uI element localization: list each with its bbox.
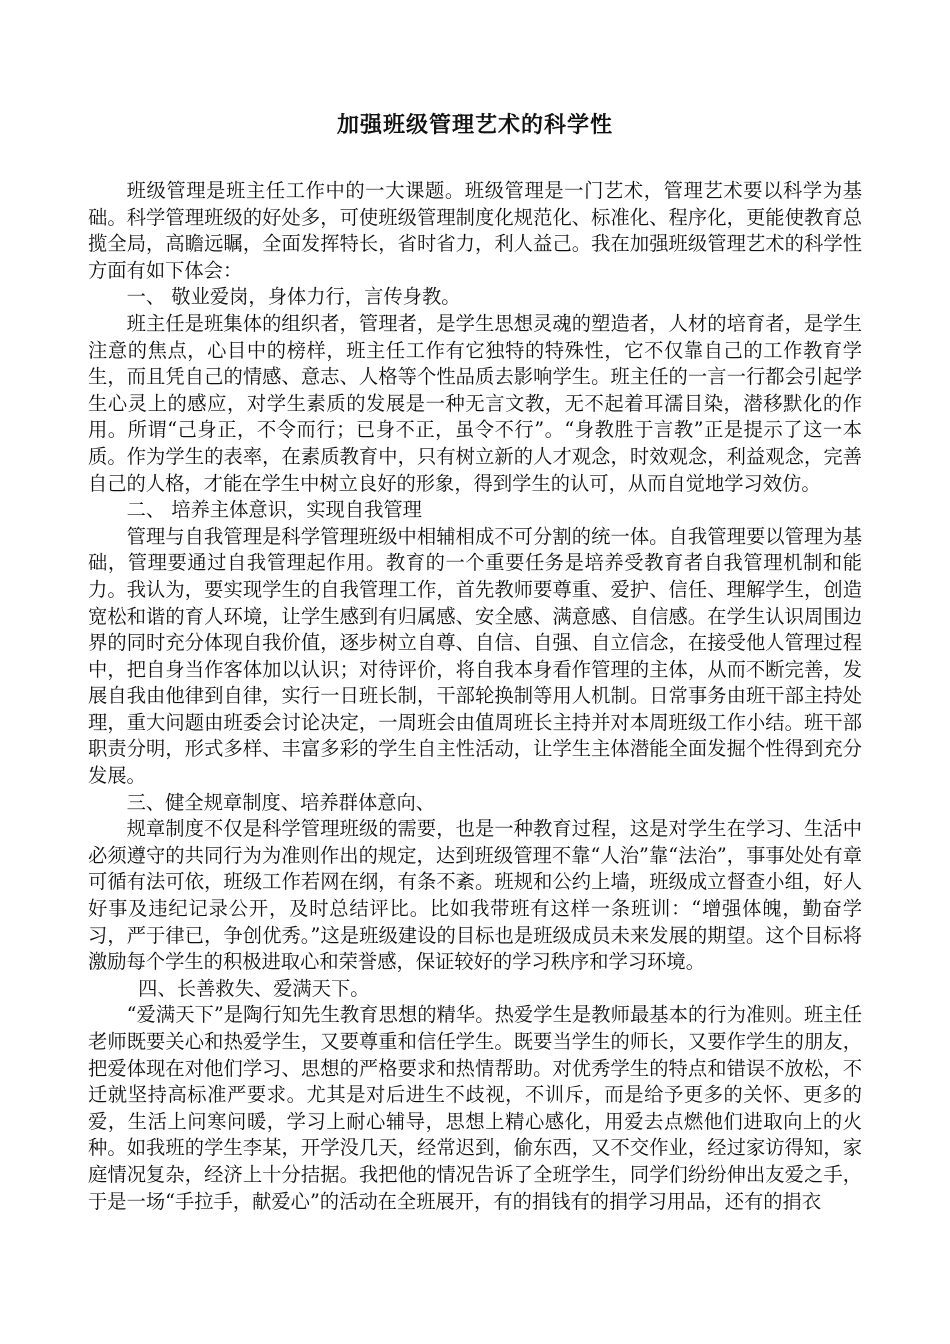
paragraph-section-4: “爱满天下”是陶行知先生教育思想的精华。热爱学生是教师最基本的行为准则。班主任老师既要关心和热爱学生，又要尊重和信任学生。既要当学生的师长，又要作学生的朋友，把爱体现在对他们学习、思想的严格要求和热情帮助。对优秀学生的特点和错误不放松，不迁就坚持高标准严要求。尤其是对后进生不歧视，不训斥，而是给予更多的关怀、更多的爱，生活上问寒问暖，学习上耐心辅导，思想上精心感化，用爱去点燃他们进取向上的火种。如我班的学生李某，开学没几天，经常迟到，偷东西，又不交作业，经过家访得知，家庭情况复杂，经济上十分拮据。我把他的情况告诉了全班学生，同学们纷纷伸出友爱之手，于是一场“手拉手，献爱心”的活动在全班展开，有的捐钱有的捐学习用品，还有的捐衣 — [88, 1003, 862, 1213]
paragraph-section-2: 管理与自我管理是科学管理班级中相辅相成不可分割的统一体。自我管理要以管理为基础，管理要通过自我管理起作用。教育的一个重要任务是培养受教育者自我管理机制和能力。我认为，要实现学生的自我管理工作，首先教师要尊重、爱护、信任、理解学生，创造宽松和谐的育人环境，让学生感到有归属感、安全感、满意感、自信感。在学生认识周围边界的同时充分体现自我价值，逐步树立自尊、自信、自强、自立信念，在接受他人管理过程中，把自身当作客体加以认识；对待评价，将自我本身看作管理的主体，从而不断完善，发展自我由他律到自律，实行一日班长制，干部轮换制等用人机制。日常事务由班干部主持处理，重大问题由班委会讨论决定，一周班会由值周班长主持并对本周班级工作小结。班干部职责分明，形式多样、丰富多彩的学生自主性活动，让学生主体潜能全面发掘个性得到充分发展。 — [88, 524, 862, 788]
section-heading-1: 一、 敬业爱岗，身体力行，言传身教。 — [126, 285, 461, 309]
paragraph-section-1: 班主任是班集体的组织者，管理者，是学生思想灵魂的塑造者，人材的培育者，是学生注意的焦点，心目中的榜样，班主任工作有它独特的特殊性，它不仅靠自己的工作教育学生，而且凭自己的情感、意志、人格等个性品质去影响学生。班主任的一言一行都会引起学生心灵上的感应，对学生素质的发展是一种无言文教，无不起着耳濡目染，潜移默化的作用。所谓“己身正，不令而行；已身不正，虽令不行”。“身教胜于言教”正是提示了这一本质。作为学生的表率，在素质教育中，只有树立新的人才观念，时效观念，利益观念，完善自己的人格，才能在学生中树立良好的形象，得到学生的认可，从而自觉地学习效仿。 — [88, 311, 862, 495]
paragraph-intro: 班级管理是班主任工作中的一大课题。班级管理是一门艺术，管理艺术要以科学为基础。科学管理班级的好处多，可使班级管理制度化规范化、标准化、程序化，更能使教育总揽全局，高瞻远瞩，全面发挥特长，省时省力，利人益己。我在加强班级管理艺术的科学性方面有如下体会： — [88, 179, 862, 282]
section-heading-4: 四、长善救失、爱满天下。 — [138, 976, 370, 1000]
paragraph-section-3: 规章制度不仅是科学管理班级的需要，也是一种教育过程，这是对学生在学习、生活中必须遵守的共同行为为准则作出的规定，达到班级管理不靠“人治”靠“法治”，事事处处有章可循有法可依，班级工作若网在纲，有条不紊。班规和公约上墙，班级成立督查小组，好人好事及违纪记录公开，及时总结评比。比如我带班有这样一条班训：“增强体魄，勤奋学习，严于律已，争创优秀。”这是班级建设的目标也是班级成员未来发展的期望。这个目标将激励每个学生的积极进取心和荣誉感，保证较好的学习秩序和学习环境。 — [88, 817, 862, 974]
section-heading-3: 三、健全规章制度、培养群体意向、 — [126, 790, 436, 814]
document-title: 加强班级管理艺术的科学性 — [336, 112, 613, 138]
document-body — [88, 178, 862, 1215]
document-page — [88, 100, 862, 1215]
section-heading-2: 二、 培养主体意识，实现自我管理 — [126, 498, 422, 522]
